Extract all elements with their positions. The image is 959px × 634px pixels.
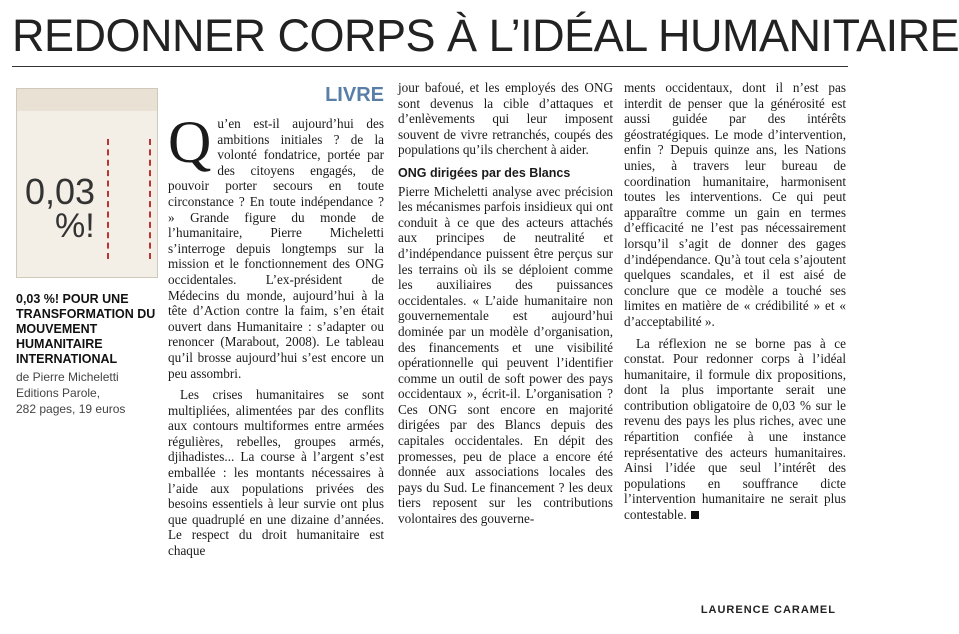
book-info — [16, 292, 161, 417]
book-publisher: Editions Parole, — [16, 386, 101, 400]
paragraph: jour bafoué, et les employés des ONG sont devenus la cible d’attaques et d’enlèvements qui leur imposent souvent de vivre retranchés, coupés des populations qu’ils cherchent à aider. — [398, 80, 613, 158]
paragraph: Pierre Micheletti analyse avec précision les mécanismes parfois insidieux qui ont conduit à ce que des acteurs attachés aux principes de neutralité et d’indépendance puissent être perçus sur les terrains où ils se déploient comme les auxiliaires des puissances occidentales. « L’aide humanitaire non gouvernementale est aujourd’hui dominée par un modèle d’organisation, des financements et une visibilité opérationnelle qui peuvent l’identifier comme un outil de soft power des pays occidentaux », écrit-il. L’organisation ? Ces ONG sont encore en majorité dirigées par des Blancs depuis des capitales occidentales. En dépit des promesses, peu de place a encore été donnée aux associations locales des pays du Sud. Le financement ? les deux tiers reposent sur les contributions volontaires des gouverne- — [398, 183, 613, 527]
paragraph — [624, 336, 846, 523]
article-column-1 — [168, 84, 384, 565]
byline: LAURENCE CARAMEL — [700, 604, 836, 616]
headline-rule — [12, 66, 848, 67]
paragraph: ments occidentaux, dont il n’est pas interdit de penser que la générosité est aussi guidée par des intérêts géostratégiques. Le mode d’intervention, enfin ? Depuis quinze ans, les Nations unies, à travers leur bureau de coordination humanitaire, harmonisent toutes les interventions. Ce qui peut apparaître comme un gain en termes d’efficacité ne l’est pas nécessairement lorsqu’il s’agit de donner des gages d’indépendance. Qu’à tout cela s’ajoutent quelques scandales, et il est aisé de conclure que ce modèle a touché ses limites en matière de « crédibilité » et « d’acceptabilité ». — [624, 80, 846, 329]
book-title: 0,03 %! POUR UNE TRANSFORMATION DU MOUVEMENT HUMANITAIRE INTERNATIONAL — [16, 292, 156, 366]
cover-illustration — [107, 139, 151, 259]
paragraph: Les crises humanitaires se sont multipliées, alimentées par des conflits aux contours multiformes entre armées régulières, rebelles, groupes armés, djihadistes... La course à l’argent s’est emballée : les montants nécessaires à l’aide aux populations privées des besoins essentiels à leur survie ont plus que quadruplé en une dizaine d’années. Le respect du droit humanitaire est chaque — [168, 387, 384, 559]
end-mark-icon — [691, 511, 699, 519]
paragraph: u’en est-il aujourd’hui des ambitions initiales ? de la volonté fondatrice, portée par des citoyens engagés, de pouvoir porter secours en toute circonstance ? En toute indépendance ? » Grande figure du monde de l’humanitaire, Pierre Micheletti s’interroge depuis longtemps sur la mission et le fonctionnement des ONG occidentales. L’ex-président de Médecins du monde, aujourd’hui à la tête d’Action contre la faim, s’en était ouvert dans Humanitaire : s’adapter ou renoncer (Marabout, 2008). Le tableau qu’il brosse aujourd’hui s’est encore un peu assombri. — [168, 116, 384, 381]
cover-band — [17, 89, 157, 111]
book-details: 282 pages, 19 euros — [16, 402, 126, 416]
book-cover-image — [16, 88, 158, 278]
headline: REDONNER CORPS À L’IDÉAL HUMANITAIRE — [12, 10, 959, 61]
drop-cap: Q — [168, 109, 212, 175]
section-kicker: LIVRE — [325, 84, 384, 106]
cover-number: 0,03 — [25, 171, 96, 212]
cover-percent: %! — [55, 207, 95, 245]
paragraph-text: La réflexion ne se borne pas à ce constat. Pour redonner corps à l’idéal humanitaire, il formule dix propositions, dont la plus importante serait une contribution obligatoire de 0,03 % sur le revenu des pays les plus riches, avec une répartition confiée à une instance représentative des acteurs humanitaires. Ainsi l’idée que seul l’intérêt des populations en souffrance dicte l’intervention humanitaire ne serait plus contestable. — [624, 335, 846, 523]
subheading: ONG dirigées par des Blancs — [398, 165, 571, 180]
article-column-3 — [624, 80, 846, 529]
book-author: de Pierre Micheletti — [16, 370, 119, 384]
article-column-2 — [398, 80, 613, 533]
